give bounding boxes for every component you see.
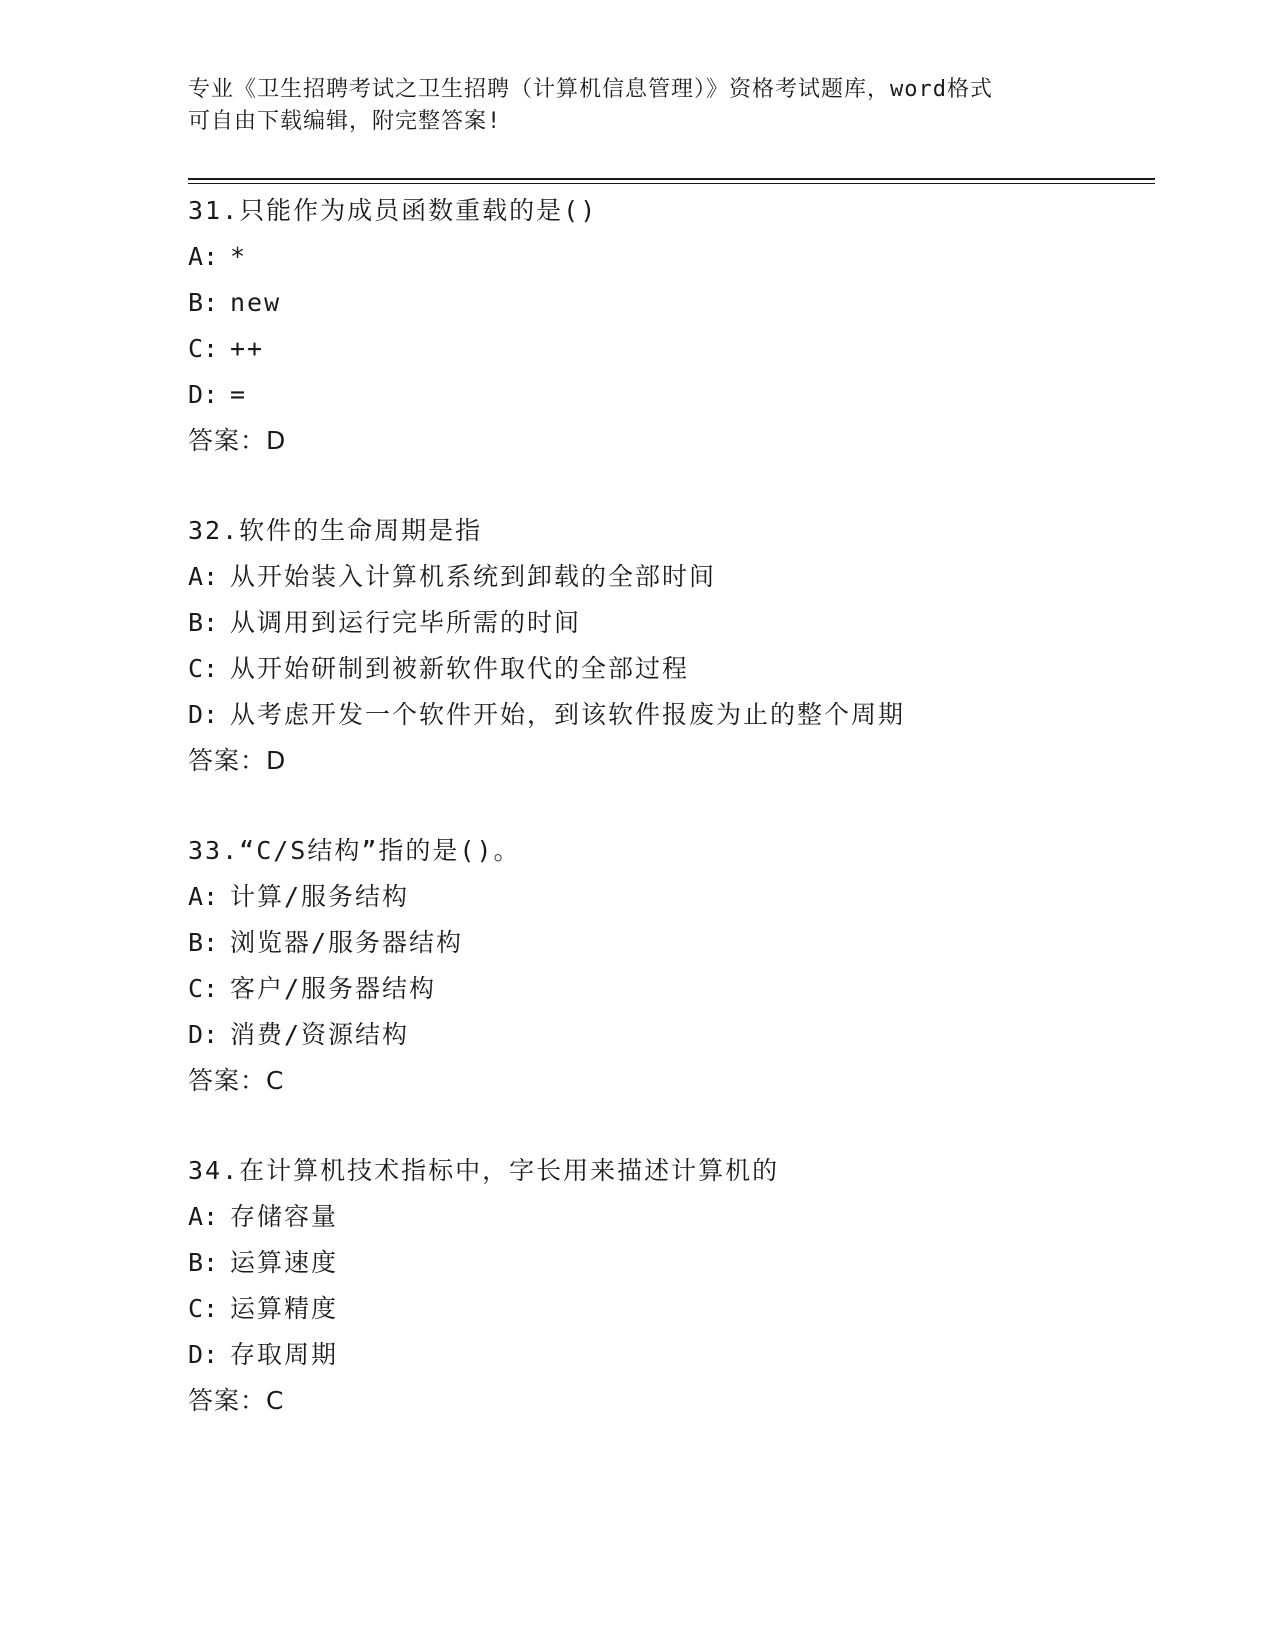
header-line-1: 专业《卫生招聘考试之卫生招聘（计算机信息管理）》资格考试题库，word格式 (188, 77, 993, 102)
header-line-2: 可自由下载编辑，附完整答案! (188, 109, 502, 134)
question-31 (188, 188, 1148, 464)
option-b (188, 600, 1148, 646)
header-divider-thin (188, 183, 1155, 184)
option-text: 从调用到运行完毕所需的时间 (230, 608, 582, 637)
option-label: D: (188, 1020, 219, 1049)
option-label: B: (188, 1248, 219, 1277)
option-label: C: (188, 1294, 219, 1323)
option-text: 浏览器/服务器结构 (230, 928, 464, 957)
option-label: C: (188, 654, 219, 683)
option-c (188, 646, 1148, 692)
option-text: 从考虑开发一个软件开始，到该软件报废为止的整个周期 (230, 700, 906, 729)
option-text: ++ (230, 334, 265, 363)
answer-line: 答案：D (188, 426, 287, 455)
question-stem: 33.“C/S结构”指的是()。 (188, 836, 521, 865)
option-text: 存取周期 (230, 1340, 339, 1369)
option-b (188, 1240, 1148, 1286)
option-d (188, 692, 1148, 738)
question-stem: 31.只能作为成员函数重载的是() (188, 196, 598, 225)
answer-line: 答案：C (188, 1066, 285, 1095)
option-label: D: (188, 700, 219, 729)
option-text: 从开始装入计算机系统到卸载的全部时间 (230, 562, 717, 591)
option-label: B: (188, 288, 219, 317)
option-text: 运算速度 (230, 1248, 339, 1277)
option-label: D: (188, 1340, 219, 1369)
option-a (188, 234, 1148, 280)
question-32 (188, 508, 1148, 784)
option-d (188, 372, 1148, 418)
option-a (188, 1194, 1148, 1240)
option-label: B: (188, 928, 219, 957)
option-d (188, 1012, 1148, 1058)
option-b (188, 920, 1148, 966)
option-c (188, 1286, 1148, 1332)
question-33 (188, 828, 1148, 1104)
option-a (188, 554, 1148, 600)
option-b (188, 280, 1148, 326)
option-c (188, 326, 1148, 372)
option-text: 客户/服务器结构 (230, 974, 437, 1003)
option-a (188, 874, 1148, 920)
option-text: 运算精度 (230, 1294, 339, 1323)
answer-line: 答案：C (188, 1386, 285, 1415)
question-stem: 34.在计算机技术指标中，字长用来描述计算机的 (188, 1156, 780, 1185)
option-text: = (230, 380, 248, 409)
option-text: 计算/服务结构 (230, 882, 410, 911)
option-label: D: (188, 380, 219, 409)
option-label: B: (188, 608, 219, 637)
option-label: C: (188, 974, 219, 1003)
question-34 (188, 1148, 1148, 1424)
option-label: A: (188, 1202, 219, 1231)
option-label: A: (188, 882, 219, 911)
option-label: C: (188, 334, 219, 363)
option-text: 存储容量 (230, 1202, 339, 1231)
question-stem: 32.软件的生命周期是指 (188, 516, 483, 545)
option-text: * (230, 242, 248, 271)
document-header (188, 74, 1088, 138)
option-c (188, 966, 1148, 1012)
answer-line: 答案：D (188, 746, 287, 775)
option-label: A: (188, 242, 219, 271)
option-text: 从开始研制到被新软件取代的全部过程 (230, 654, 690, 683)
option-text: 消费/资源结构 (230, 1020, 410, 1049)
option-label: A: (188, 562, 219, 591)
header-divider-thick (188, 178, 1155, 180)
option-d (188, 1332, 1148, 1378)
option-text: new (230, 288, 282, 317)
